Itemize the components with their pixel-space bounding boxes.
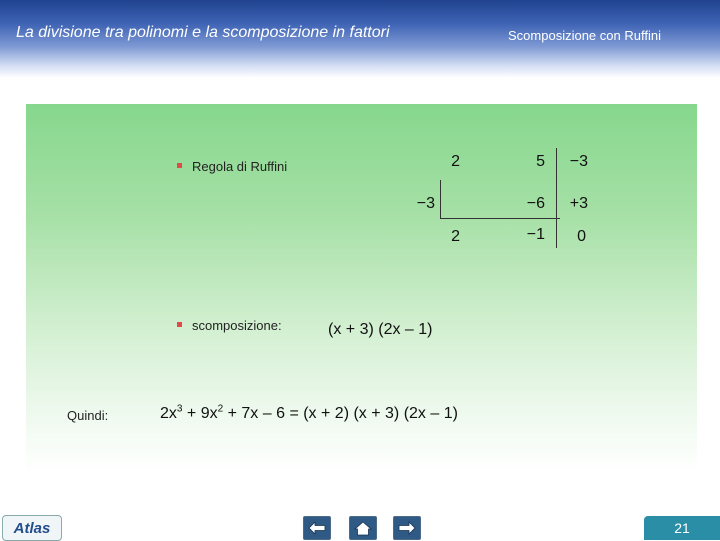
slide-header: [0, 0, 720, 78]
page-number-badge: 21: [644, 516, 720, 540]
ruffini-vertical-line: [440, 180, 441, 218]
ruffini-cell: 2: [451, 153, 460, 170]
prev-slide-button[interactable]: [303, 516, 331, 540]
final-equation: $2x^3 + 9x^2 + 7x - 6 = (x + 2) (x + 3)$ (2x – 1): [160, 403, 458, 422]
next-slide-button[interactable]: [393, 516, 421, 540]
ruffini-horizontal-line: [440, 218, 560, 219]
arrow-left-icon: [308, 521, 326, 535]
factorization-result: (x + 3) (2x – 1): [328, 321, 433, 338]
ruffini-cell: −3: [569, 153, 588, 170]
ruffini-cell: 2: [451, 228, 460, 245]
section-title: Scomposizione con Ruffini: [508, 28, 661, 43]
bullet-ruffini-label: Regola di Ruffini: [192, 159, 288, 174]
bullet-marker: [177, 163, 182, 168]
ruffini-cell: +3: [569, 195, 588, 212]
bullet-scomposizione-label: scomposizione:: [192, 318, 282, 333]
arrow-right-icon: [398, 521, 416, 535]
slide-title: La divisione tra polinomi e la scomposizione in fattori: [16, 24, 390, 41]
ruffini-cell: −1: [526, 226, 545, 243]
bullet-marker: [177, 322, 182, 327]
ruffini-root: −3: [416, 195, 435, 212]
ruffini-remainder-line: [556, 148, 557, 248]
ruffini-cell: −6: [526, 195, 545, 212]
ruffini-cell: 5: [536, 153, 545, 170]
home-button[interactable]: [349, 516, 377, 540]
atlas-logo: Atlas: [2, 515, 62, 541]
ruffini-remainder: 0: [577, 228, 586, 245]
home-icon: [354, 521, 372, 536]
quindi-label: Quindi:: [67, 408, 109, 423]
